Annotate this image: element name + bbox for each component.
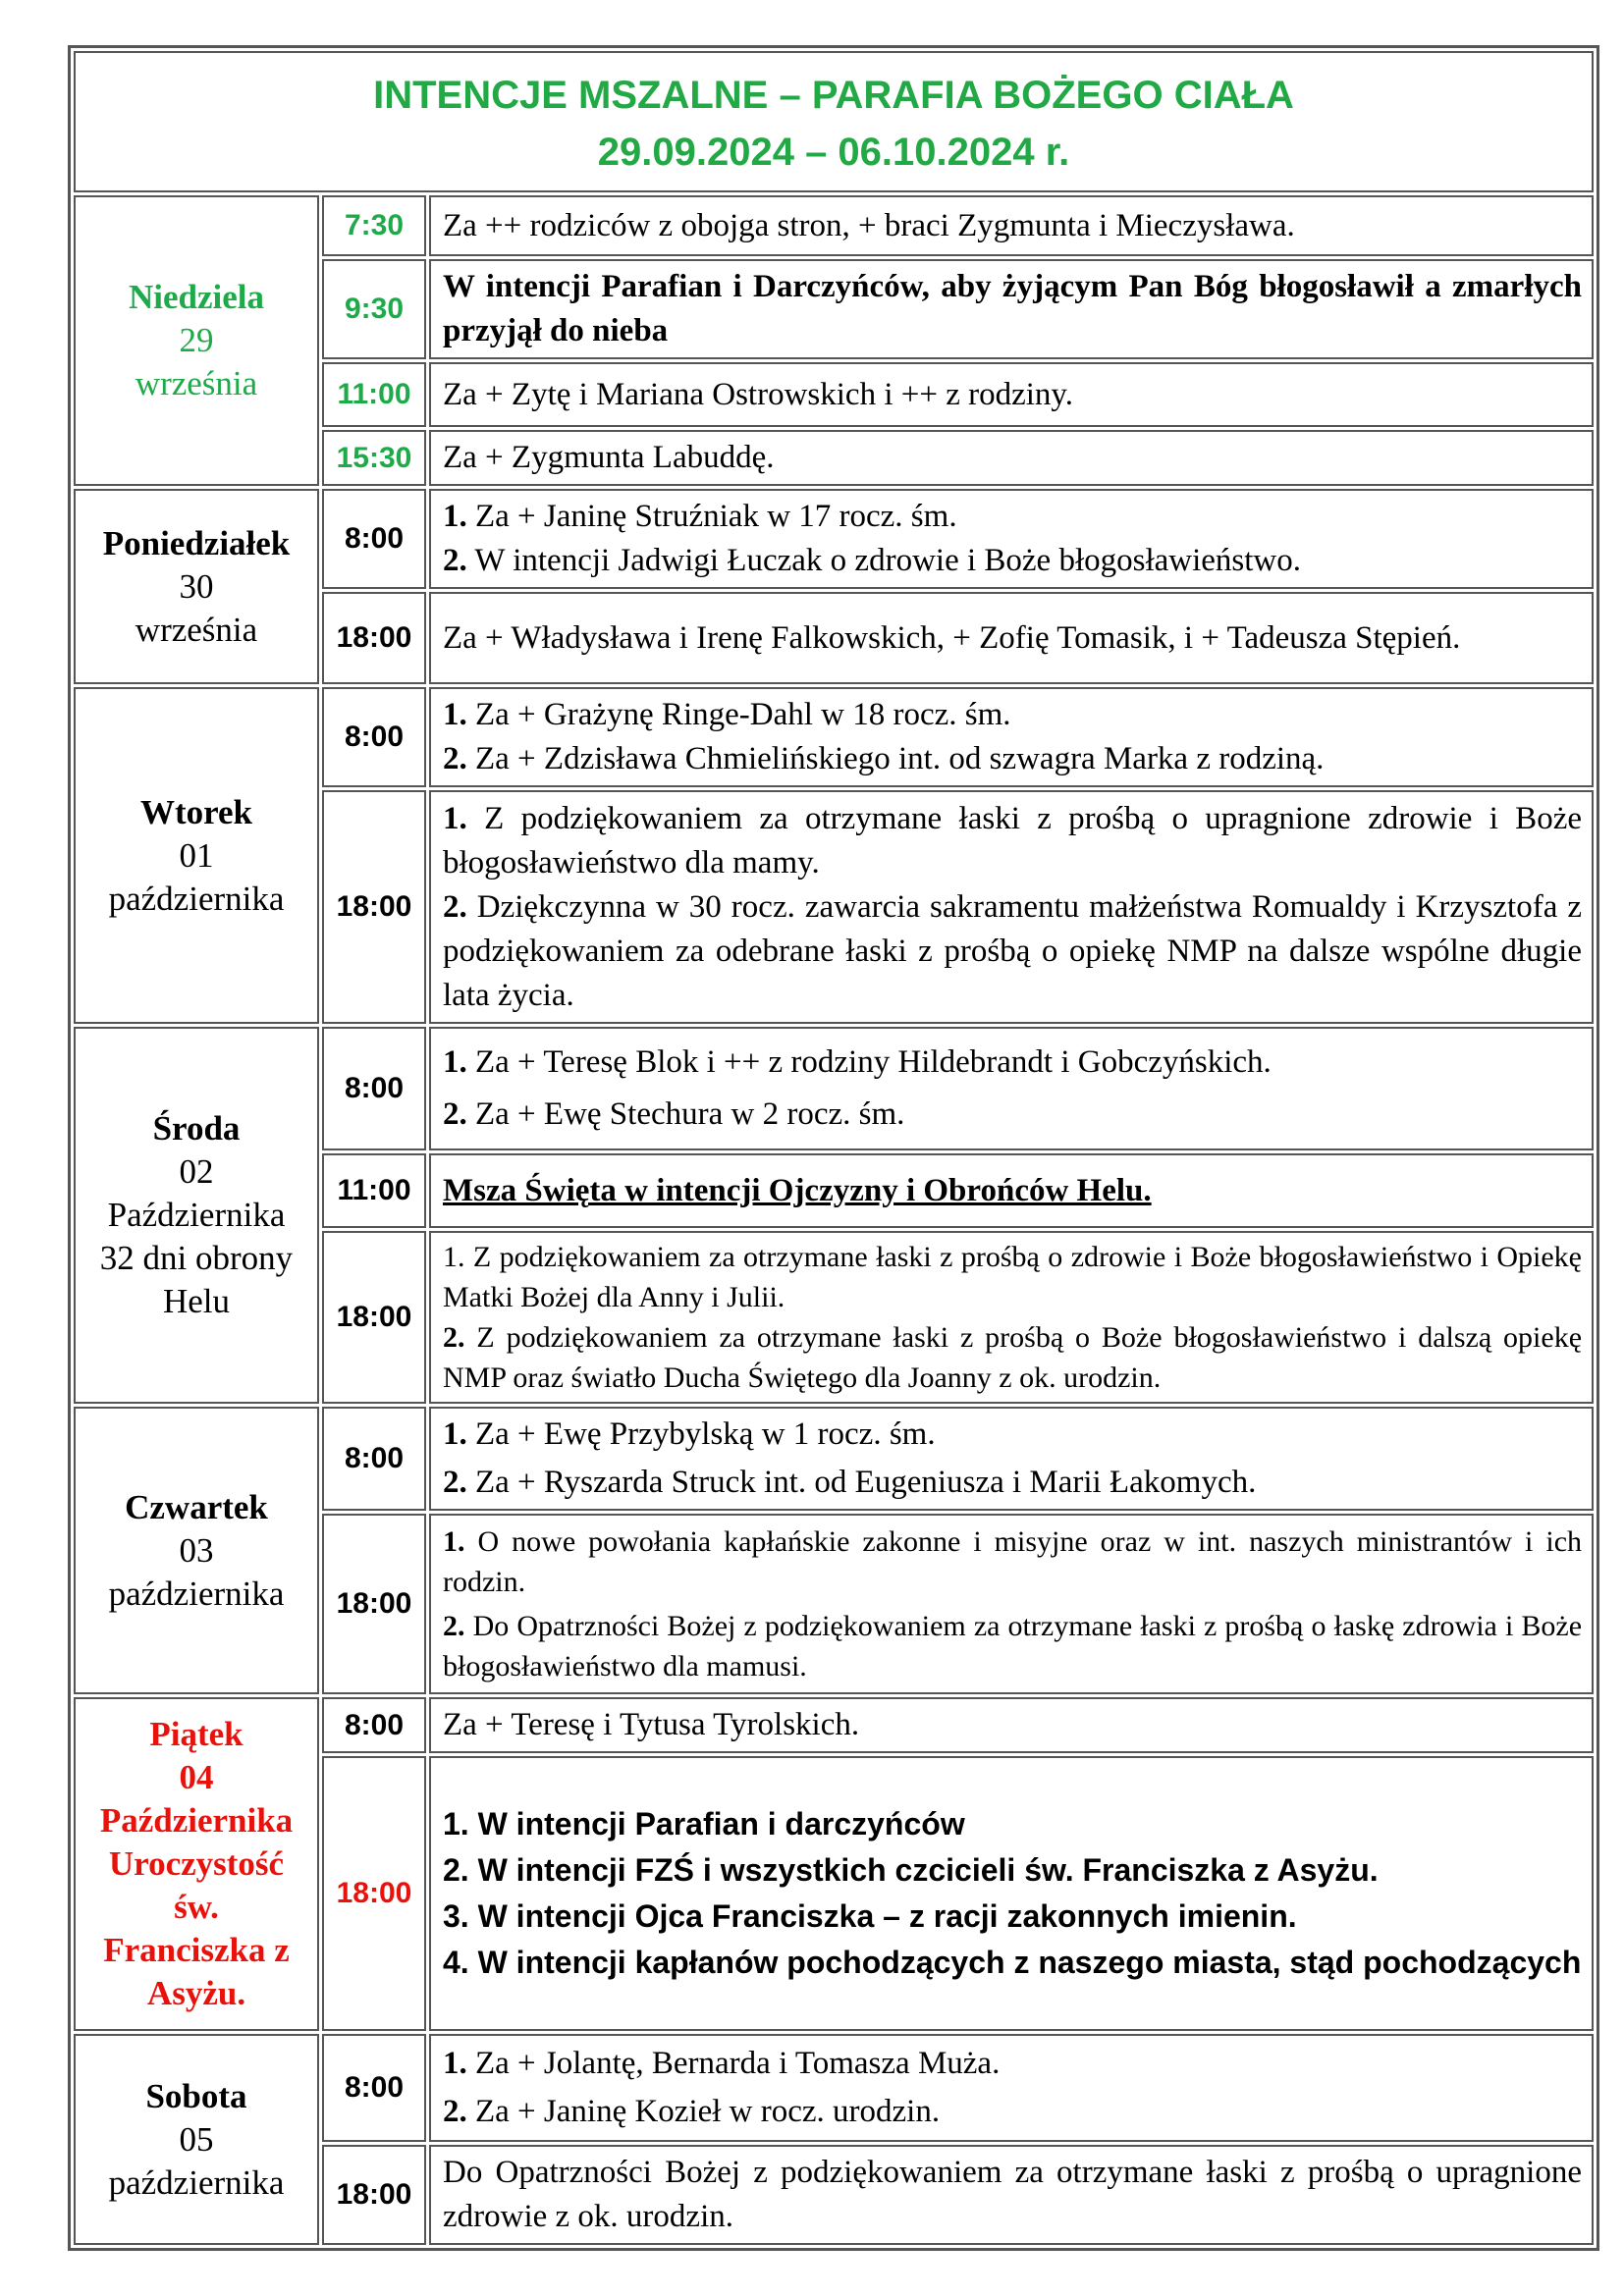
day-date: 02 <box>179 1152 214 1191</box>
mass-time: 15:30 <box>322 430 426 486</box>
day-month: października <box>108 2163 285 2202</box>
mass-time: 8:00 <box>322 489 426 589</box>
intention-text <box>429 1756 1594 2031</box>
intention-line: 2. Za + Ewę Stechura w 2 rocz. śm. <box>443 1096 905 1132</box>
day-cell-monday <box>74 489 319 684</box>
day-month: Października <box>99 1801 294 1840</box>
day-cell-wednesday <box>74 1027 319 1404</box>
mass-time: 8:00 <box>322 1697 426 1753</box>
intention-text <box>429 790 1594 1024</box>
day-date: 29 <box>179 321 214 359</box>
intention-text <box>429 489 1594 589</box>
day-date: 03 <box>179 1530 214 1570</box>
day-cell-saturday <box>74 2034 319 2245</box>
mass-time: 9:30 <box>322 259 426 359</box>
intention-text <box>429 259 1594 359</box>
mass-time: 18:00 <box>322 2145 426 2245</box>
day-name: Czwartek <box>125 1487 268 1526</box>
intention-line: 2. Za + Ryszarda Struck int. od Eugeniusza i Marii Łakomych. <box>443 1465 1257 1500</box>
day-month: października <box>108 879 285 918</box>
intention-text <box>429 1231 1594 1404</box>
mass-time: 18:00 <box>322 1756 426 2031</box>
day-name: Piątek <box>149 1715 244 1753</box>
intention-line: Za + Zytę i Mariana Ostrowskich i ++ z rodziny. <box>443 376 1074 412</box>
date-range: 29.09.2024 – 06.10.2024 r. <box>597 131 1070 174</box>
title-block <box>74 51 1594 192</box>
intention-text <box>429 2034 1594 2142</box>
intention-text <box>429 592 1594 684</box>
day-name: Sobota <box>145 2076 247 2115</box>
intention-line: W intencji Parafian i Darczyńców, aby żyjącym Pan Bóg błogosławił a zmarłych przyjął do nieba <box>443 269 1582 348</box>
day-name: Wtorek <box>139 792 253 831</box>
mass-time: 18:00 <box>322 1514 426 1694</box>
intention-text <box>429 195 1594 256</box>
day-cell-friday <box>74 1697 319 2031</box>
intention-line: 1. Za + Janinę Struźniak w 17 rocz. śm. <box>443 499 957 534</box>
day-month: września <box>135 610 258 649</box>
intention-line: 2. Z podziękowaniem za otrzymane łaski z prośbą o Boże błogosławieństwo i dalszą opiekę NMP oraz światło Ducha Świętego dla Joanny z ok. urodzin. <box>443 1321 1583 1394</box>
intention-line: Msza Święta w intencji Ojczyzny i Obrońców Helu. <box>443 1172 1152 1208</box>
mass-time: 8:00 <box>322 2034 426 2142</box>
intention-line: 1. Za + Ewę Przybylską w 1 rocz. śm. <box>443 1416 936 1452</box>
intentions-document <box>68 45 1599 2251</box>
intention-line: 2. W intencji Jadwigi Łuczak o zdrowie i Boże błogosławieństwo. <box>443 543 1302 578</box>
day-month: września <box>135 364 258 402</box>
mass-time: 8:00 <box>322 1027 426 1150</box>
intention-line: Za ++ rodziców z obojga stron, + braci Zygmunta i Mieczysława. <box>443 207 1295 243</box>
intention-text <box>429 1697 1594 1753</box>
intention-text <box>429 430 1594 486</box>
day-date: 01 <box>179 835 214 875</box>
intention-line: 1. Z podziękowaniem za otrzymane łaski z prośbą o zdrowie i Boże błogosławieństwo i Opiekę Matki Bożej dla Anny i Julii. <box>443 1241 1582 1313</box>
intention-text <box>429 1027 1594 1150</box>
intention-text <box>429 1153 1594 1228</box>
day-note: 32 dni obrony <box>99 1239 294 1277</box>
intention-line: Do Opatrzności Bożej z podziękowaniem za otrzymane łaski z prośbą o upragnione zdrowie z ok. urodzin. <box>443 2155 1582 2234</box>
mass-time: 11:00 <box>322 362 426 427</box>
day-month: października <box>108 1574 285 1613</box>
mass-time: 18:00 <box>322 592 426 684</box>
mass-time: 18:00 <box>322 790 426 1024</box>
day-note: Asyżu. <box>146 1974 246 2012</box>
day-date: 05 <box>179 2119 214 2159</box>
intention-line: 4. W intencji kapłanów pochodzących z naszego miasta, stąd pochodzących <box>443 1945 1582 1980</box>
day-name: Środa <box>152 1109 241 1148</box>
intention-text <box>429 1514 1594 1694</box>
mass-time: 8:00 <box>322 1407 426 1511</box>
day-cell-sunday <box>74 195 319 486</box>
intentions-table <box>71 48 1597 2248</box>
intention-line: Za + Władysława i Irenę Falkowskich, + Zofię Tomasik, i + Tadeusza Stępień. <box>443 619 1461 656</box>
day-name: Niedziela <box>128 278 265 316</box>
intention-line: 2. Za + Zdzisława Chmielińskiego int. od szwagra Marka z rodziną. <box>443 741 1325 776</box>
day-month: Października <box>107 1196 286 1234</box>
intention-text <box>429 2145 1594 2245</box>
intention-line: 2. Do Opatrzności Bożej z podziękowaniem za otrzymane łaski z prośbą o łaskę zdrowia i Boże błogosławieństwo dla mamusi. <box>443 1610 1583 1682</box>
day-note: Helu <box>162 1282 231 1320</box>
intention-text <box>429 687 1594 787</box>
mass-time: 8:00 <box>322 687 426 787</box>
day-name: Poniedziałek <box>102 523 291 562</box>
day-note: Franciszka z <box>103 1931 290 1969</box>
intention-text <box>429 362 1594 427</box>
intention-line: 1. W intencji Parafian i darczyńców <box>443 1806 965 1842</box>
intention-line: 1. Za + Grażynę Ringe-Dahl w 18 rocz. śm. <box>443 697 1011 732</box>
day-date: 04 <box>179 1758 214 1796</box>
day-cell-tuesday <box>74 687 319 1024</box>
intention-line: 1. Za + Jolantę, Bernarda i Tomasza Muża. <box>443 2046 1001 2081</box>
intention-line: 1. O nowe powołania kapłańskie zakonne i misyjne oraz w int. naszych ministrantów i ich rodzin. <box>443 1525 1583 1598</box>
intention-line: 2. W intencji FZŚ i wszystkich czcicieli św. Franciszka z Asyżu. <box>443 1852 1379 1888</box>
intention-line: Za + Teresę i Tytusa Tyrolskich. <box>443 1707 860 1742</box>
intention-line: 3. W intencji Ojca Franciszka – z racji zakonnych imienin. <box>443 1898 1297 1934</box>
mass-time: 18:00 <box>322 1231 426 1404</box>
mass-time: 7:30 <box>322 195 426 256</box>
intention-line: 1. Z podziękowaniem za otrzymane łaski z prośbą o upragnione zdrowie i Boże błogosławieństwo dla mamy. <box>443 800 1582 881</box>
intention-line: Za + Zygmunta Labuddę. <box>443 440 775 475</box>
page-title: INTENCJE MSZALNE – PARAFIA BOŻEGO CIAŁA <box>373 74 1294 117</box>
intention-line: 1. Za + Teresę Blok i ++ z rodziny Hildebrandt i Gobczyńskich. <box>443 1044 1272 1080</box>
intention-line: 2. Dziękczynna w 30 rocz. zawarcia sakramentu małżeństwa Romualdy i Krzysztofa z podziękowaniem za odebrane łaski z prośbą o opiekę NMP na dalsze wspólne długie lata życia. <box>443 888 1582 1013</box>
day-cell-thursday <box>74 1407 319 1694</box>
day-note: św. <box>174 1888 219 1926</box>
intention-line: 2. Za + Janinę Kozieł w rocz. urodzin. <box>443 2094 941 2129</box>
mass-time: 11:00 <box>322 1153 426 1228</box>
intention-text <box>429 1407 1594 1511</box>
day-date: 30 <box>179 566 214 606</box>
day-note: Uroczystość <box>108 1844 285 1883</box>
